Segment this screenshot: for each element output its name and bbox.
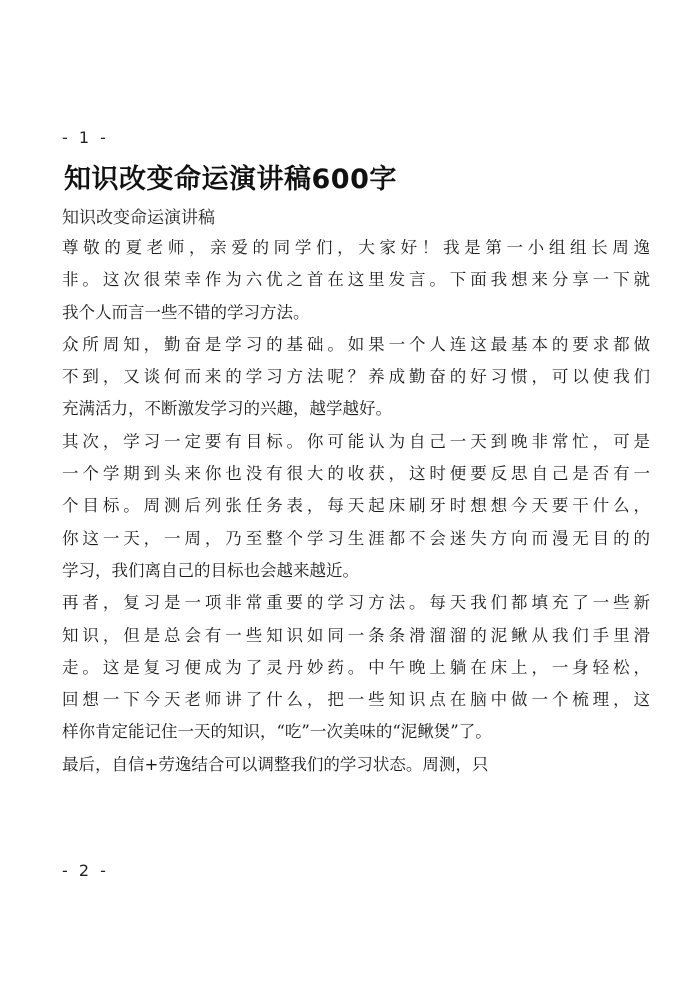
body-line: 走。这是复习便成为了灵丹妙药。中午晚上躺在床上，一身轻松， (62, 657, 650, 677)
body-line: 样你肯定能记住一天的知识，“吃”一次美味的“泥鳅煲”了。 (62, 722, 492, 742)
body-text (62, 232, 650, 781)
body-line: 个目标。周测后列张任务表，每天起床刷牙时想想今天要干什么， (62, 496, 650, 516)
body-line: 充满活力，不断激发学习的兴趣，越学越好。 (62, 399, 392, 419)
body-line: 不到，又谈何而来的学习方法呢？养成勤奋的好习惯，可以使我们 (62, 367, 650, 387)
body-line: 最后，自信+劳逸结合可以调整我们的学习状态。周测，只 (62, 754, 489, 774)
body-line: 学习，我们离自己的目标也会越来越近。 (62, 560, 359, 580)
body-line: 知识，但是总会有一些知识如同一条条滑溜溜的泥鳅从我们手里滑 (62, 625, 650, 645)
body-line: 尊敬的夏老师，亲爱的同学们，大家好！我是第一小组组长周逸 (62, 238, 650, 257)
document-subtitle: 知识改变命运演讲稿 (62, 208, 215, 228)
page-number-bottom: - 2 - (62, 861, 109, 880)
body-line: 众所周知，勤奋是学习的基础。如果一个人连这最基本的要求都做 (62, 334, 650, 354)
body-line: 我个人而言一些不错的学习方法。 (62, 302, 310, 322)
document-title: 知识改变命运演讲稿600字 (64, 164, 397, 195)
body-line: 你这一天，一周，乃至整个学习生涯都不会迷失方向而漫无目的的 (62, 528, 650, 548)
page-number-top: - 1 - (62, 128, 109, 147)
body-line: 非。这次很荣幸作为六优之首在这里发言。下面我想来分享一下就 (62, 270, 650, 290)
body-line: 回想一下今天老师讲了什么，把一些知识点在脑中做一个梳理，这 (62, 690, 650, 710)
body-line: 一个学期到头来你也没有很大的收获，这时便要反思自己是否有一 (62, 464, 650, 484)
body-line: 其次，学习一定要有目标。你可能认为自己一天到晚非常忙，可是 (62, 431, 650, 451)
body-line: 再者，复习是一项非常重要的学习方法。每天我们都填充了一些新 (62, 593, 650, 613)
